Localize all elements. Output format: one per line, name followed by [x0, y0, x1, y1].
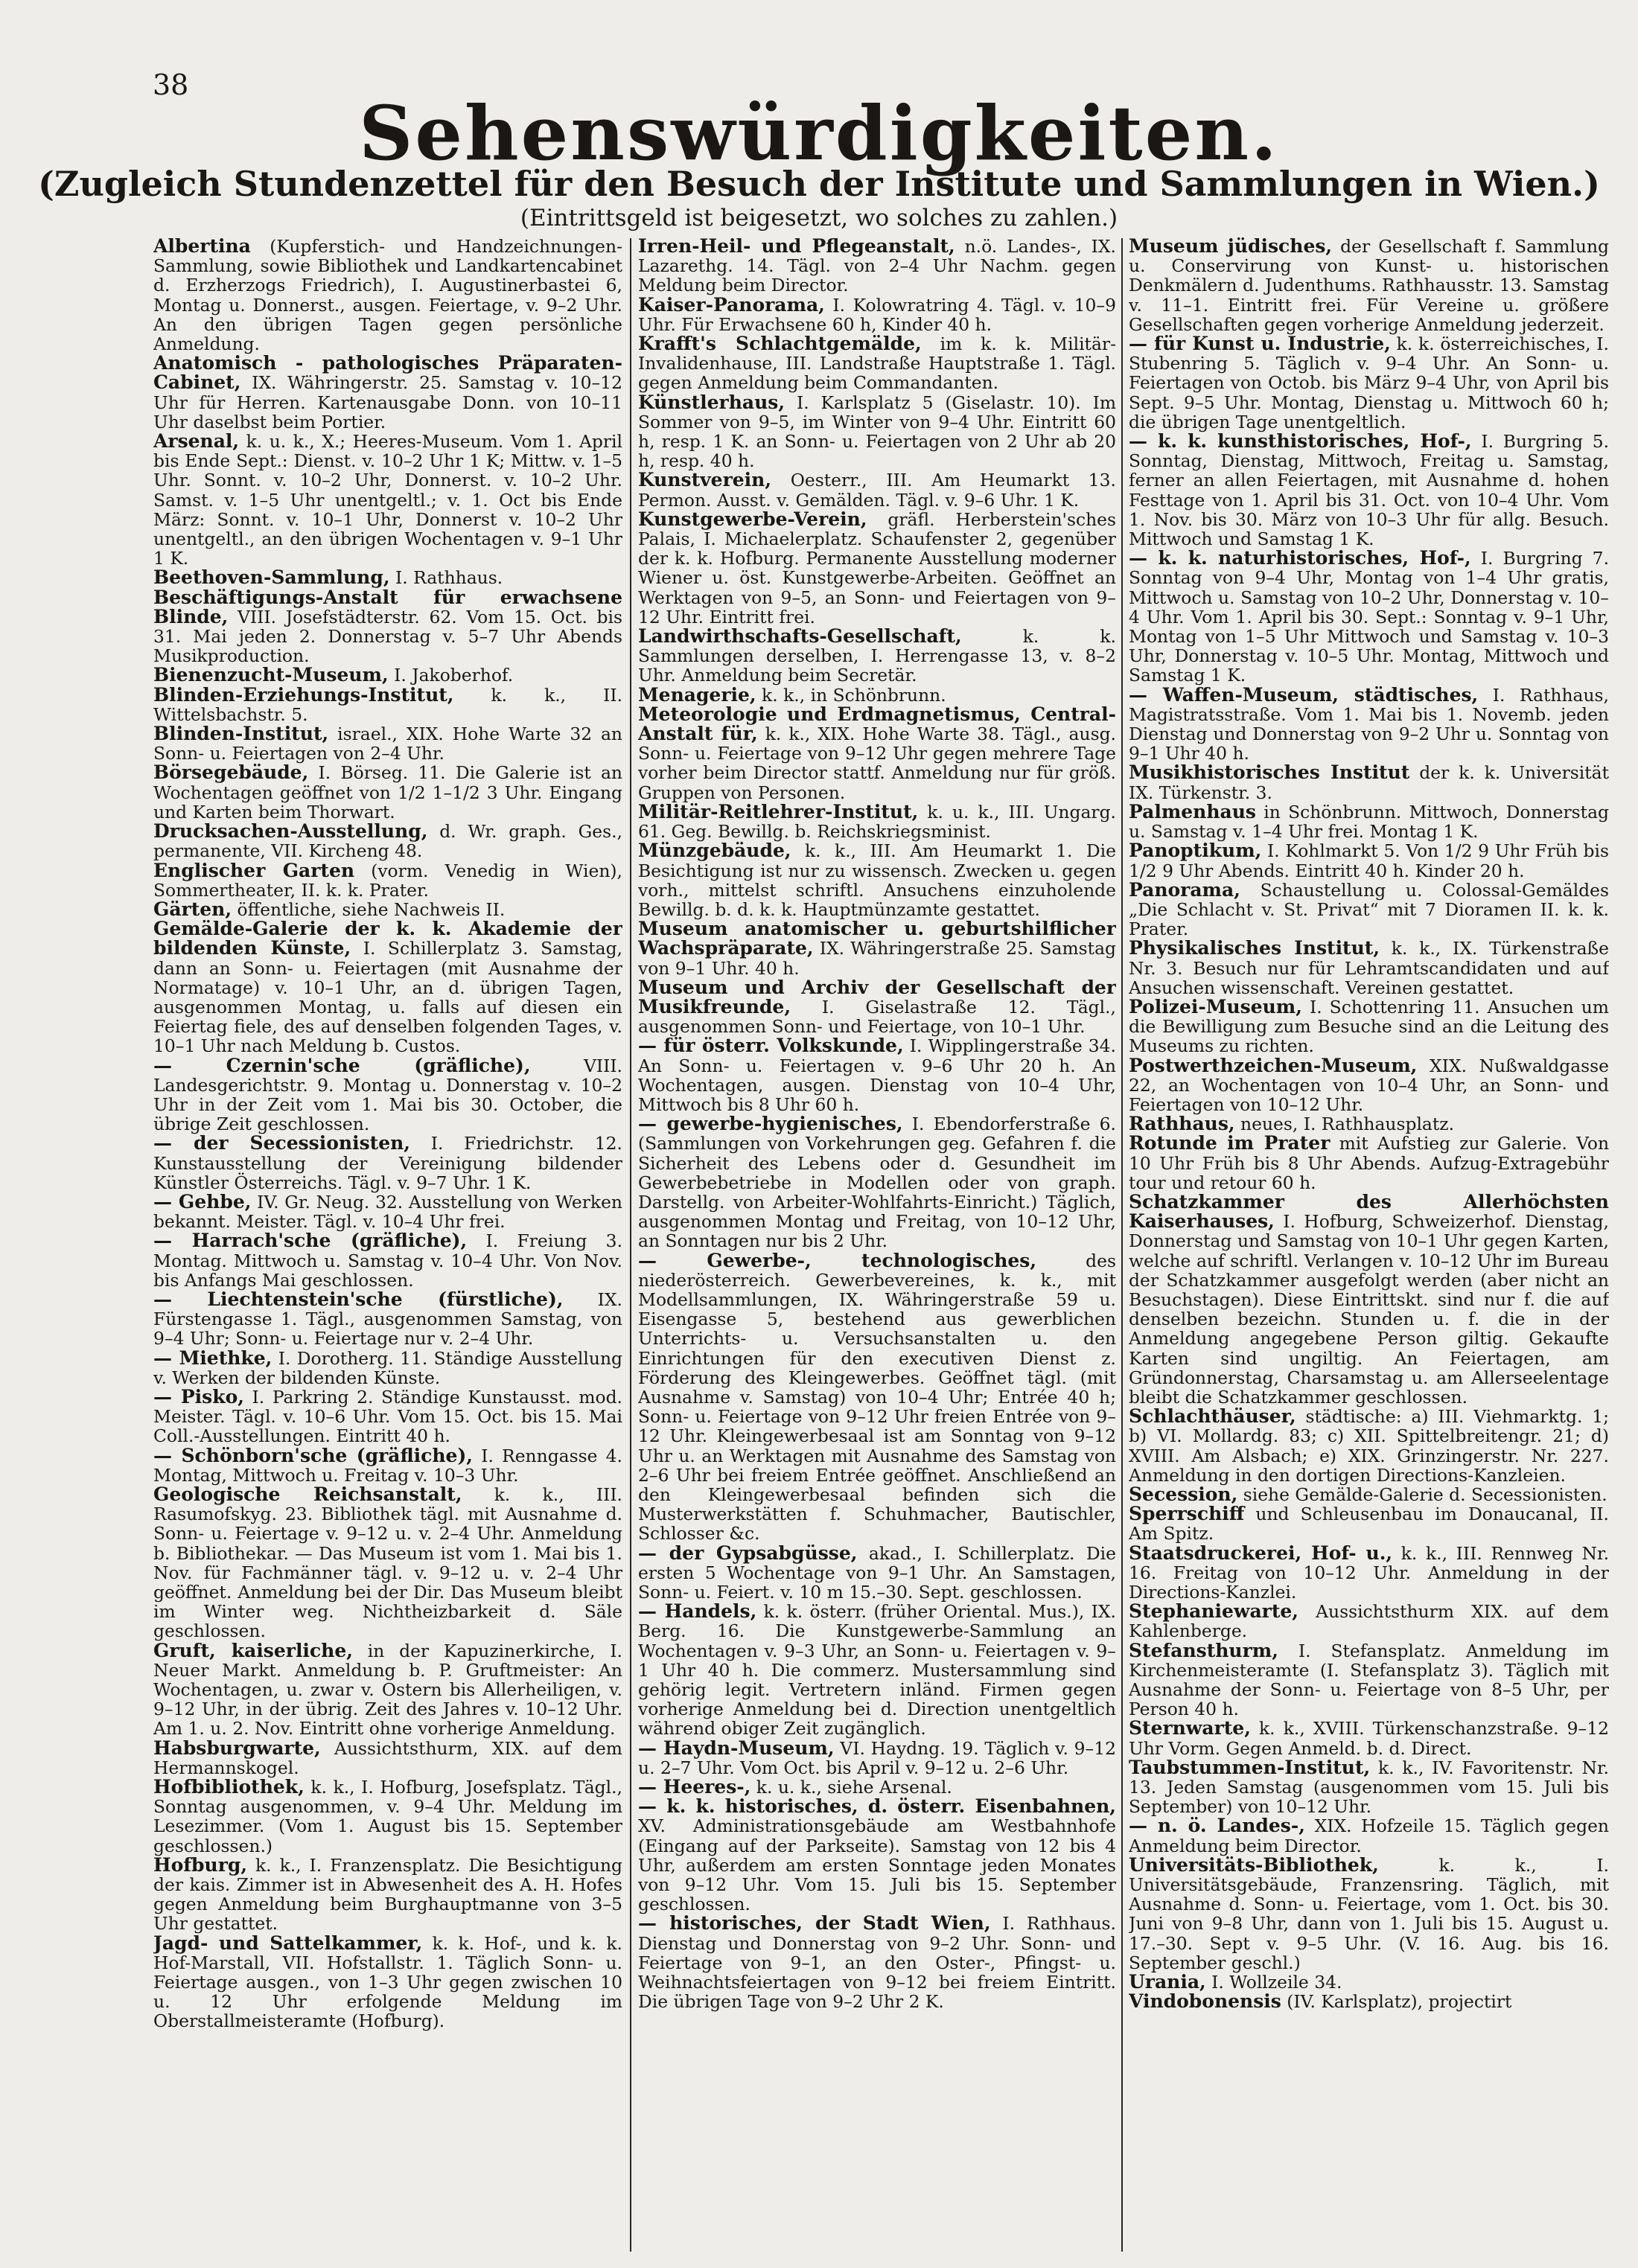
- entry-text: akad., I. Schillerplatz. Die ersten 5 Wochentage von 9–1 Uhr. An Samstagen, Sonn- u. Feiert. v. 10 m 15.–30. Sept. geschlossen.: [638, 1542, 1116, 1603]
- entry-text: k. u. k., III. Ungarg. 61. Geg. Bewillg. b. Reichskriegsminist.: [638, 801, 1116, 843]
- entry-name: Museum jüdisches,: [1129, 237, 1333, 257]
- entry-name: Rotunde im Prater: [1129, 1132, 1331, 1154]
- entry-text: I. Burgring 5. Sonntag, Dienstag, Mittwoch, Freitag u. Samstag, ferner an allen Feiertagen, mit Ausnahme d. hohen Festtage von 1. April bis 31. Oct. von 10–4 Uhr. Vom 1. Nov. bis 30. März von 10–3 Uhr für allg. Besuch. Mittwoch und Samstag 1 K.: [1129, 431, 1609, 550]
- directory-entry: [153, 900, 622, 919]
- entry-name: Kunstverein,: [638, 469, 772, 491]
- entry-name: Albertina: [153, 237, 251, 257]
- entry-text: I. Dorotherg. 11. Ständige Ausstellung v. Werken der bildenden Künste.: [153, 1347, 622, 1388]
- directory-entry: [1129, 1972, 1609, 1992]
- directory-entry: [1129, 1641, 1609, 1719]
- directory-entry: [153, 1739, 622, 1777]
- page-number: 38: [153, 68, 189, 101]
- directory-entry: [153, 1192, 622, 1231]
- directory-entry: [1129, 1192, 1609, 1407]
- directory-entry: [153, 1777, 622, 1856]
- entry-name: Beethoven-Sammlung,: [153, 566, 390, 589]
- entry-name: Jagd- und Sattelkammer,: [153, 1932, 423, 1954]
- column-2: [638, 237, 1116, 2254]
- directory-entry: [638, 393, 1116, 471]
- entry-name: Panoptikum,: [1129, 840, 1262, 862]
- entry-text: k. k., XVIII. Türkenschanzstraße. 9–12 Uhr Vorm. Gegen Anmeld. b. d. Direct.: [1129, 1718, 1609, 1759]
- entry-name: — der Secessionisten,: [153, 1132, 410, 1154]
- entry-text: d. Wr. graph. Ges., permanente, VII. Kircheng 48.: [153, 821, 622, 862]
- page-subtitle: (Zugleich Stundenzettel für den Besuch der Institute und Sammlungen in Wien.): [38, 164, 1600, 204]
- directory-entry: [638, 1914, 1116, 2011]
- directory-entry: [153, 1934, 622, 2031]
- entry-name: Militär-Reitlehrer-Institut,: [638, 800, 919, 822]
- directory-entry: [153, 1056, 622, 1134]
- directory-entry: [153, 1641, 622, 1739]
- directory-entry: [153, 683, 622, 725]
- directory-entry: [1129, 1853, 1609, 1973]
- entry-text: (vorm. Venedig in Wien), Sommertheater, II. k. k. Prater.: [153, 860, 622, 901]
- entry-name: Menagerie,: [638, 683, 756, 706]
- entry-name: — Gehbe,: [153, 1190, 252, 1213]
- directory-entry: [153, 1853, 622, 1935]
- entry-text: I. Schottenring 11. Ansuchen um die Bewilligung zum Besuche sind an die Leitung des Museums zu richten.: [1129, 996, 1609, 1057]
- entry-text: gräfl. Herberstein'sches Palais, I. Michaelerplatz. Schaufenster 2, gegenüber der k. k. Hofburg. Permanente Ausstellung moderner Wiener u. öst. Kunstgewerbe-Arbeiten. Geöffnet an Werktagen von 9–5, an Sonn- und Feiertagen von 9–12 Uhr. Eintritt frei.: [638, 508, 1116, 627]
- entry-name: — Czernin'sche (gräfliche),: [153, 1054, 531, 1076]
- directory-entry: [1129, 683, 1609, 764]
- entry-name: Schatzkammer des Allerhöchsten Kaiserhauses,: [1129, 1190, 1609, 1233]
- entry-name: Physikalisches Institut,: [1129, 937, 1380, 959]
- directory-entry: [153, 1387, 622, 1446]
- directory-entry: [638, 841, 1116, 919]
- entry-text: städtische: a) III. Viehmarktg. 1; b) VI. Mollardg. 83; c) XII. Spittelbreitengr. 21; d) XVIII. Am Alsbach; e) XIX. Grinzingerstr. Nr. 227. Anmeldung in den dortigen Directions-Kanzleien.: [1129, 1406, 1609, 1486]
- entry-text: IX. Währingerstr. 25. Samstag v. 10–12 Uhr für Herren. Kartenausgabe Donn. von 10–11 Uhr daselbst beim Portier.: [153, 372, 622, 432]
- entry-text: I. Wollzeile 34.: [1205, 1972, 1342, 1993]
- entry-name: — n. ö. Landes-,: [1129, 1815, 1305, 1837]
- directory-entry: [153, 919, 622, 1055]
- directory-entry: [153, 822, 622, 860]
- entry-name: Künstlerhaus,: [638, 391, 785, 413]
- entry-text: I. Hofburg, Schweizerhof. Dienstag, Donnerstag und Samstag von 10–1 Uhr gegen Karten, welche auf schriftl. Verlangen v. 10–12 Uhr im Bureau der Schatzkammer ausgefolgt werden (aber nicht an Besuchstagen). Diese Eintrittskt. sind nur f. die auf denselben bezeichn. Stunden u. f. die in der Anmeldung angegebene Person giltig. Gekaufte Karten sind ungiltig. An Feiertagen, am Gründonnerstag, Charsamstag u. am Allerseelentage bleibt die Schatzkammer geschlossen.: [1129, 1211, 1609, 1408]
- entry-text: I. Ebendorferstraße 6. (Sammlungen von Vorkehrungen geg. Gefahren f. die Sicherheit des Lebens oder d. Gesundheit im Gewerbebetriebe in Modellen oder von graph. Darstellg. von Arbeiter-Wohlfahrts-Einricht.) Täglich, ausgenommen Montag und Freitag, von 10–12 Uhr, an Sonntagen nur bis 2 Uhr.: [638, 1114, 1116, 1252]
- entry-text: k. k. Sammlungen derselben, I. Herrengasse 13, v. 8–2 Uhr. Anmeldung beim Secretär.: [638, 626, 1116, 686]
- column-1: [153, 237, 622, 2254]
- entry-text: öffentliche, siehe Nachweis II.: [232, 898, 506, 920]
- entry-text: I. Wipplingerstraße 34. An Sonn- u. Feiertagen v. 9–6 Uhr 20 h. An Wochentagen, ausgen. Dienstag von 10–4 Uhr, Mittwoch bis 8 Uhr 60 h.: [638, 1035, 1116, 1115]
- entry-text: k. k., XIX. Hohe Warte 38. Tägl., ausg. Sonn- u. Feiertage von 9–12 Uhr gegen mehrere Tage vorher beim Director stattf. Anmeldung nur für größ. Gruppen von Personen.: [638, 723, 1116, 803]
- entry-text: I. Rathhaus.: [389, 567, 503, 589]
- directory-entry: [1129, 1134, 1609, 1192]
- entry-text: IX. Währingerstraße 25. Samstag von 9–1 Uhr. 40 h.: [638, 938, 1116, 979]
- entry-name: Taubstummen-Institut,: [1129, 1756, 1371, 1778]
- entry-name: Börsegebäude,: [153, 761, 309, 784]
- entry-name: — Heeres-,: [638, 1776, 751, 1798]
- directory-entry: [153, 568, 622, 587]
- directory-entry: [153, 724, 622, 763]
- admission-note: (Eintrittsgeld ist beigesetzt, wo solches zu zahlen.): [520, 205, 1118, 231]
- entry-text: I. Rathhaus, Magistratsstraße. Vom 1. Mai bis 1. Novemb. jeden Dienstag und Donnerstag von 9–2 Uhr u. Sonntag von 9–1 Uhr 40 h.: [1129, 684, 1609, 764]
- entry-text: Aussichtsthurm, XIX. auf dem Hermannskogel.: [153, 1737, 622, 1778]
- entry-text: in Schönbrunn. Mittwoch, Donnerstag u. Samstag v. 1–4 Uhr frei. Montag 1 K.: [1129, 801, 1609, 843]
- entry-text: k. k., III. Am Heumarkt 1. Die Besichtigung ist nur zu wissensch. Zwecken u. gegen vorh., mittelst schriftl. Ansuchens einzuholende Bewillg. b. d. k. k. Hauptmünzamte gestattet.: [638, 840, 1116, 920]
- directory-entry: [638, 1251, 1116, 1544]
- entry-text: I. Stefansplatz. Anmeldung im Kirchenmeisteramte (I. Stefansplatz 3). Täglich mit Ausnahme der Sonn- u. Feiertage von 8–5 Uhr, per Person 40 h.: [1129, 1640, 1609, 1720]
- entry-text: mit Aufstieg zur Galerie. Von 10 Uhr Früh bis 8 Uhr Abends. Aufzug-Extragebühr tour und retour 60 h.: [1129, 1133, 1609, 1193]
- entry-text: k. k. Hof-, und k. k. Hof-Marstall, VII. Hofstallstr. 1. Täglich Sonn- u. Feiertage ausgen., von 1–3 Uhr gegen zwischen 10 u. 12 Uhr erfolgende Meldung im Oberstallmeisteramte (Hofburg).: [153, 1932, 622, 2032]
- entry-text: k. u. k., siehe Arsenal.: [751, 1777, 952, 1798]
- directory-entry: [153, 1290, 622, 1349]
- entry-text: k. k. österr. (früher Oriental. Mus.), IX. Berg. 16. Die Kunstgewerbe-Sammlung an Wochentagen v. 9–3 Uhr, an Sonn- u. Feiertagen v. 9–1 Uhr 40 h. Die commerz. Mustersammlung sind gehörig legit. Vertretern inländ. Firmen gegen vorherige Anmeldung bei d. Direction unentgeltlich während obiger Zeit zugänglich.: [638, 1601, 1116, 1740]
- entry-name: Irren-Heil- und Pflegeanstalt,: [638, 237, 955, 257]
- entry-text: I. Kolowratring 4. Tägl. v. 10–9 Uhr. Für Erwachsene 60 h, Kinder 40 h.: [638, 294, 1116, 335]
- entry-text: XIX. Nußwaldgasse 22, an Wochentagen von 10–4 Uhr, an Sonn- und Feiertagen von 10–12 Uhr.: [1129, 1055, 1609, 1115]
- directory-entry: [638, 334, 1116, 393]
- column-rule-1: [630, 238, 631, 2252]
- entry-text: Oesterr., III. Am Heumarkt 13. Permon. Ausst. v. Gemälden. Tägl. v. 9–6 Uhr. 1 K.: [638, 470, 1116, 511]
- entry-text: IX. Fürstengasse 1. Tägl., ausgenommen Samstag, von 9–4 Uhr; Sonn- u. Feiertage nur v. 2–4 Uhr.: [153, 1288, 622, 1349]
- entry-name: — der Gypsabgüsse,: [638, 1542, 858, 1564]
- directory-entry: [638, 1544, 1116, 1603]
- entry-text: I. Karlsplatz 5 (Giselastr. 10). Im Sommer von 9–5, im Winter von 9–4 Uhr. Eintritt 60 h, resp. 1 K. an Sonn- u. Feiertagen von 2 Uhr ab 20 h, resp. 40 h.: [638, 392, 1116, 472]
- entry-name: Blinden-Institut,: [153, 723, 329, 745]
- entry-name: Meteorologie und Erdmagnetismus, Central-Anstalt für,: [638, 703, 1116, 745]
- directory-entry: [153, 1485, 622, 1641]
- entry-text: I. Parkring 2. Ständige Kunstausst. mod. Meister. Tägl. v. 10–6 Uhr. Vom 15. Oct. bis 15. Mai Coll.-Ausstellungen. Eintritt 40 h.: [153, 1386, 622, 1447]
- directory-entry: [153, 432, 622, 568]
- entry-name: Staatsdruckerei, Hof- u.,: [1129, 1542, 1393, 1564]
- entry-name: Englischer Garten: [153, 859, 355, 881]
- entry-name: Hofburg,: [153, 1853, 248, 1876]
- directory-entry: [153, 1446, 622, 1485]
- entry-name: — gewerbe-hygienisches,: [638, 1113, 903, 1135]
- entry-name: Landwirthschafts-Gesellschaft,: [638, 625, 962, 648]
- directory-entry: [638, 802, 1116, 841]
- directory-entry: [638, 919, 1116, 978]
- entry-text: (IV. Karlsplatz), projectirt: [1281, 1991, 1512, 2013]
- entry-name: — k. k. historisches, d. österr. Eisenbahnen,: [638, 1795, 1116, 1818]
- entry-name: Sternwarte,: [1129, 1717, 1251, 1740]
- entry-text: k. k., III. Rennweg Nr. 16. Freitag von 10–12 Uhr. Anmeldung in der Directions-Kanzlei.: [1129, 1542, 1609, 1603]
- entry-text: n.ö. Landes-, IX. Lazarethg. 14. Tägl. von 2–4 Uhr Nachm. gegen Meldung beim Director.: [638, 237, 1116, 296]
- entry-name: Habsburgwarte,: [153, 1737, 321, 1759]
- directory-entry: [638, 510, 1116, 627]
- entry-text: I. Friedrichstr. 12. Kunstausstellung der Vereinigung bildender Künstler Österreichs. Tägl. v. 9–7 Uhr. 1 K.: [153, 1133, 622, 1193]
- directory-entry: [638, 705, 1116, 802]
- directory-entry: [638, 293, 1116, 335]
- entry-name: Postwerthzeichen-Museum,: [1129, 1054, 1418, 1076]
- entry-name: — Liechtenstein'sche (fürstliche),: [153, 1288, 564, 1310]
- directory-entry: [638, 1739, 1116, 1777]
- entry-name: Stephaniewarte,: [1129, 1600, 1298, 1623]
- directory-entry: [1129, 1407, 1609, 1485]
- entry-name: Secession,: [1129, 1483, 1238, 1505]
- entry-text: I. Freiung 3. Montag. Mittwoch u. Samstag v. 10–4 Uhr. Von Nov. bis Anfangs Mai geschlossen.: [153, 1230, 622, 1291]
- directory-entry: [1129, 1602, 1609, 1641]
- entry-name: Kunstgewerbe-Verein,: [638, 508, 867, 530]
- entry-name: Vindobonensis: [1129, 1990, 1281, 2013]
- entry-text: im k. k. Militär-Invalidenhause, III. Landstraße Hauptstraße 1. Tägl. gegen Anmeldung beim Commandanten.: [638, 333, 1116, 394]
- directory-entry: [153, 354, 622, 432]
- entry-text: k. k., I. Franzensplatz. Die Besichtigung der kais. Zimmer ist in Abwesenheit des A. H. Hofes gegen Anmeldung beim Burghauptmanne von 3–5 Uhr gestattet.: [153, 1854, 622, 1935]
- entry-text: IV. Gr. Neug. 32. Ausstellung von Werken bekannt. Meister. Tägl. v. 10–4 Uhr frei.: [153, 1191, 622, 1233]
- entry-text: I. Kohlmarkt 5. Von 1/2 9 Uhr Früh bis 1/2 9 Uhr Abends. Eintritt 40 h. Kinder 20 h.: [1129, 840, 1609, 881]
- entry-text: VI. Haydng. 19. Täglich v. 9–12 u. 2–7 Uhr. Vom Oct. bis April v. 9–12 u. 2–6 Uhr.: [638, 1737, 1116, 1778]
- entry-text: der k. k. Universität IX. Türkenstr. 3.: [1129, 762, 1609, 803]
- entry-name: Schlachthäuser,: [1129, 1405, 1296, 1428]
- entry-text: XV. Administrationsgebäude am Westbahnhofe (Eingang auf der Parkseite). Samstag von 12 bis 4 Uhr, außerdem am ersten Sonntage jeden Monates von 9–12 Uhr. Vom 15. Juli bis 15. September geschlossen.: [638, 1815, 1116, 1915]
- directory-entry: [153, 588, 622, 666]
- entry-text: des niederösterreich. Gewerbevereines, k. k., mit Modellsammlungen, IX. Währingerstraße 59 u. Eisengasse 5, bestehend aus gewerblichen Unterrichts- u. Versuchsanstalten u. den Einrichtungen für den executiven Dienst z. Förderung des Kleingewerbes. Geöffnet tägl. (mit Ausnahme v. Samstag) von 10–4 Uhr; Entrée 40 h; Sonn- u. Feiertage von 9–12 Uhr freien Entrée von 9–12 Uhr. Kleingewerbesaal ist am Sonntag von 9–12 Uhr u. an Werktagen mit Ausnahme des Samstag von 2–6 Uhr bei freiem Entrée geöffnet. Anschließend an den Kleingewerbesaal befinden sich die Musterwerkstätten f. Schuhmacher, Bautischler, Schlosser &c.: [638, 1250, 1116, 1545]
- column-3: [1129, 237, 1609, 2254]
- directory-entry: [1129, 841, 1609, 880]
- entry-name: Universitäts-Bibliothek,: [1129, 1853, 1379, 1876]
- directory-entry: [1129, 1816, 1609, 1855]
- directory-entry: [638, 1797, 1116, 1914]
- directory-entry: [1129, 1485, 1609, 1504]
- entry-text: k. k., IV. Favoritenstr. Nr. 13. Jeden Samstag (ausgenommen vom 15. Juli bis September) von 10–12 Uhr.: [1129, 1757, 1609, 1818]
- directory-entry: [1129, 763, 1609, 802]
- entry-text: k. k., III. Rasumofskyg. 23. Bibliothek tägl. mit Ausnahme d. Sonn- u. Feiertage v. 9–12 u. v. 2–4 Uhr. Anmeldung b. Bibliothekar. — Das Museum ist vom 1. Mai bis 1. Nov. für Fachmänner tägl. v. 9–12 u. v. 2–4 Uhr geöffnet. Anmeldung bei der Dir. Das Museum bleibt im Winter weg. Nichtheizbarkeit d. Säle geschlossen.: [153, 1484, 622, 1642]
- entry-name: Arsenal,: [153, 430, 240, 453]
- entry-text: Aussichtsthurm XIX. auf dem Kahlenberge.: [1129, 1601, 1609, 1642]
- directory-entry: [638, 978, 1116, 1037]
- entry-text: I. Börseg. 11. Die Galerie ist an Wochentagen geöffnet von 1/2 1–1/2 3 Uhr. Eingang und Karten beim Thorwart.: [153, 762, 622, 822]
- entry-name: Anatomisch - pathologisches Präparaten-Cabinet,: [153, 352, 622, 394]
- entry-name: Krafft's Schlachtgemälde,: [638, 333, 922, 355]
- entry-name: — Harrach'sche (gräfliche),: [153, 1230, 468, 1252]
- entry-text: neues, I. Rathhausplatz.: [1234, 1114, 1455, 1135]
- entry-name: Urania,: [1129, 1971, 1206, 1993]
- entry-name: Geologische Reichsanstalt,: [153, 1483, 462, 1505]
- entry-name: — für Kunst u. Industrie,: [1129, 333, 1391, 355]
- entry-name: — für österr. Volkskunde,: [638, 1035, 904, 1057]
- directory-entry: [1129, 432, 1609, 549]
- entry-name: — k. k. naturhistorisches, Hof-,: [1129, 547, 1471, 569]
- directory-entry: [1129, 802, 1609, 841]
- directory-entry: [153, 861, 622, 900]
- directory-entry: [1129, 1992, 1609, 2011]
- entry-name: — k. k. kunsthistorisches, Hof-,: [1129, 430, 1472, 453]
- directory-entry: [1129, 1056, 1609, 1115]
- directory-entry: [1129, 334, 1609, 432]
- entry-name: Palmenhaus: [1129, 800, 1256, 822]
- entry-text: k. k., I. Hofburg, Josefsplatz. Tägl., Sonntag ausgenommen, v. 9–4 Uhr. Meldung im Lesezimmer. (Vom 1. August bis 15. September geschlossen.): [153, 1777, 622, 1856]
- directory-entry: [153, 237, 622, 354]
- entry-name: Rathhaus,: [1129, 1113, 1235, 1135]
- directory-entry: [1129, 1758, 1609, 1817]
- entry-text: VIII. Josefstädterstr. 62. Vom 15. Oct. bis 31. Mai jeden 2. Donnerstag v. 5–7 Uhr Abends Musikproduction.: [153, 606, 622, 667]
- entry-text: I. Giselastraße 12. Tägl., ausgenommen Sonn- und Feiertage, von 10–1 Uhr.: [638, 996, 1116, 1038]
- directory-entry: [638, 237, 1116, 296]
- directory-entry: [638, 683, 1116, 706]
- entry-name: Sperrschiff: [1129, 1503, 1245, 1525]
- directory-entry: [1129, 997, 1609, 1056]
- entry-name: Drucksachen-Ausstellung,: [153, 820, 428, 843]
- entry-name: Gruft, kaiserliche,: [153, 1639, 353, 1661]
- directory-entry: [1129, 1504, 1609, 1543]
- directory-entry: [153, 1349, 622, 1387]
- entry-name: — Miethke,: [153, 1347, 273, 1369]
- entry-name: Kaiser-Panorama,: [638, 293, 825, 316]
- entry-name: — historisches, der Stadt Wien,: [638, 1912, 991, 1935]
- entry-name: Bienenzucht-Museum,: [153, 664, 389, 686]
- directory-entry: [1129, 878, 1609, 940]
- page-title: Sehenswürdigkeiten.: [359, 89, 1279, 177]
- entry-name: Stefansthurm,: [1129, 1639, 1278, 1661]
- entry-text: I. Rathhaus. Dienstag und Donnerstag von 9–2 Uhr. Sonn- und Feiertage von 9–1, an den Oster-, Pfingst- u. Weihnachtsfeiertagen von 9–12 bei freiem Eintritt. Die übrigen Tage von 9–2 Uhr 2 K.: [638, 1913, 1116, 2013]
- entry-text: k. k., IX. Türkenstraße Nr. 3. Besuch nur für Lehramtscandidaten und auf Ansuchen wissenschaft. Vereinen gestattet.: [1129, 938, 1609, 998]
- entry-name: — Waffen-Museum, städtisches,: [1129, 683, 1479, 706]
- directory-entry: [1129, 549, 1609, 685]
- entry-name: Panorama,: [1129, 878, 1240, 901]
- entry-name: — Pisko,: [153, 1385, 244, 1408]
- entry-text: siehe Gemälde-Galerie d. Secessionisten.: [1237, 1484, 1607, 1505]
- entry-name: Museum anatomischer u. geburtshilflicher Wachspräparate,: [638, 918, 1116, 959]
- entry-text: I. Burgring 7. Sonntag von 9–4 Uhr, Montag von 1–4 Uhr gratis, Mittwoch u. Samstag von 10–2 Uhr, Donnerstag v. 10–4 Uhr. Vom 1. April bis 30. Sept.: Sonntag v. 9–1 Uhr, Montag von 1–5 Uhr Mittwoch und Samstag v. 10–3 Uhr, Donnerstag v. 10–5 Uhr. Montag, Mittwoch und Samstag 1 K.: [1129, 548, 1609, 686]
- directory-entry: [638, 1114, 1116, 1250]
- entry-name: — Schönborn'sche (gräfliche),: [153, 1444, 473, 1466]
- entry-name: — Haydn-Museum,: [638, 1737, 835, 1759]
- column-rule-2: [1121, 238, 1123, 2252]
- entry-name: Hofbibliothek,: [153, 1776, 305, 1798]
- entry-text: Schaustellung u. Colossal-Gemäldes „Die Schlacht v. St. Privat“ mit 7 Dioramen II. k. k. Prater.: [1129, 879, 1609, 940]
- entry-text: k. k., I. Universitätsgebäude, Franzensring. Täglich, mit Ausnahme d. Sonn- u. Feiertage, vom 1. Oct. bis 30. Juni von 9–8 Uhr, dann von 1. Juli bis 15. August u. 17.–30. Sept v. 9–5 Uhr. (V. 16. Aug. bis 16. September geschl.): [1129, 1854, 1609, 1973]
- directory-entry: [1129, 237, 1609, 334]
- directory-entry: [638, 1036, 1116, 1114]
- directory-entry: [638, 1777, 1116, 1797]
- directory-entry: [153, 763, 622, 822]
- entry-text: k. u. k., X.; Heeres-Museum. Vom 1. April bis Ende Sept.: Dienst. v. 10–2 Uhr 1 K; Mittw. v. 1–5 Uhr. Sonnt. v. 10–2 Uhr, Donnerst. v. 10–2 Uhr. Samst. v. 1–5 Uhr unentgeltl.; v. 1. Oct bis Ende März: Sonnt. v. 10–1 Uhr, Donnerst v. 10–2 Uhr unentgeltl., an den übrigen Wochentagen v. 9–1 Uhr 1 K.: [153, 431, 622, 569]
- directory-entry: [1129, 939, 1609, 997]
- directory-entry: [638, 1602, 1116, 1738]
- entry-name: Gärten,: [153, 898, 232, 920]
- entry-text: VIII. Landesgerichtstr. 9. Montag u. Donnerstag v. 10–2 Uhr in der Zeit vom 1. Mai bis 30. October, die übrige Zeit geschlossen.: [153, 1055, 622, 1135]
- entry-text: israel., XIX. Hohe Warte 32 an Sonn- u. Feiertagen von 2–4 Uhr.: [153, 723, 622, 764]
- entry-text: I. Renngasse 4. Montag, Mittwoch u. Freitag v. 10–3 Uhr.: [153, 1445, 622, 1486]
- directory-entry: [638, 627, 1116, 686]
- entry-name: Gemälde-Galerie der k. k. Akademie der bildenden Künste,: [153, 918, 622, 959]
- directory-entry: [1129, 1114, 1609, 1134]
- entry-text: (Kupferstich- und Handzeichnungen-Sammlung, sowie Bibliothek und Landkartencabinet d. Erzherzogs Friedrich), I. Augustinerbastei 6, Montag u. Donnerst., ausgen. Feiertage, v. 9–2 Uhr. An den übrigen Tagen gegen persönliche Anmeldung.: [153, 237, 622, 355]
- directory-entry: [153, 1231, 622, 1290]
- directory-entry: [153, 1134, 622, 1192]
- entry-text: und Schleusenbau im Donaucanal, II. Am Spitz.: [1129, 1504, 1609, 1545]
- entry-name: Beschäftigungs-Anstalt für erwachsene Blinde,: [153, 586, 622, 627]
- entry-name: — Handels,: [638, 1600, 757, 1623]
- entry-name: Münzgebäude,: [638, 840, 791, 862]
- directory-entry: [153, 665, 622, 685]
- entry-name: Blinden-Erziehungs-Institut,: [153, 683, 454, 706]
- entry-text: der Gesellschaft f. Sammlung u. Conservirung von Kunst- u. historischen Denkmälern d. Judenthums. Rathhausstr. 13. Samstag v. 11–1. Eintritt frei. Für Vereine u. größere Gesellschaften gegen vorherige Anmeldung jederzeit.: [1129, 237, 1609, 335]
- directory-entry: [1129, 1719, 1609, 1757]
- entry-text: I. Jakoberhof.: [388, 665, 514, 686]
- entry-text: k. k. österreichisches, I. Stubenring 5. Täglich v. 9–4 Uhr. An Sonn- u. Feiertagen von Octob. bis März 9–4 Uhr, von April bis Sept. 9–5 Uhr. Montag, Dienstag u. Mittwoch 60 h; die übrigen Tage unentgeltlich.: [1129, 333, 1609, 432]
- entry-text: XIX. Hofzeile 15. Täglich gegen Anmeldung beim Director.: [1129, 1815, 1609, 1856]
- entry-name: Musikhistorisches Institut: [1129, 761, 1410, 784]
- directory-entry: [638, 470, 1116, 509]
- directory-entry: [1129, 1544, 1609, 1603]
- entry-name: Museum und Archiv der Gesellschaft der Musikfreunde,: [638, 976, 1116, 1018]
- entry-name: — Gewerbe-, technologisches,: [638, 1249, 1037, 1271]
- entry-text: I. Schillerplatz 3. Samstag, dann an Sonn- u. Feiertagen (mit Ausnahme der Normatage) v. 10–1 Uhr, an d. übrigen Tagen, ausgenommen Montag, u. falls auf diesen ein Feiertag fiele, des auf denselben folgenden Tages, v. 10–1 Uhr nach Meldung b. Custos.: [153, 938, 622, 1057]
- entry-text: k. k., in Schönbrunn.: [756, 684, 946, 706]
- entry-name: Polizei-Museum,: [1129, 995, 1302, 1018]
- entry-text: in der Kapuzinerkirche, I. Neuer Markt. Anmeldung b. P. Gruftmeister: An Wochentagen, u. zwar v. Ostern bis Allerheiligen, v. 9–12 Uhr, in der übrig. Zeit des Jahres v. 10–12 Uhr. Am 1. u. 2. Nov. Eintritt ohne vorherige Anmeldung.: [153, 1640, 622, 1740]
- entry-text: k. k., II. Wittelsbachstr. 5.: [153, 684, 622, 725]
